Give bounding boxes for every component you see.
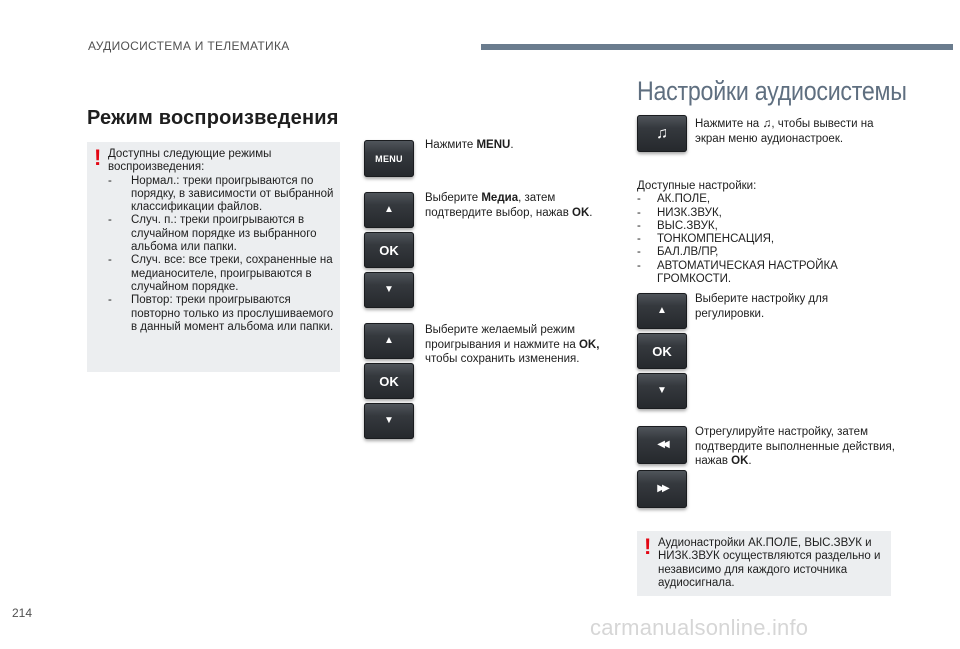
settings-list <box>637 193 887 286</box>
setting-item: - БАЛ.ЛВ/ПР, <box>637 246 887 259</box>
setting-item: - АК.ПОЛЕ, <box>637 193 887 206</box>
music-note-icon: ♫ <box>656 124 668 142</box>
ok-button-2[interactable] <box>364 363 414 399</box>
down-button[interactable] <box>364 272 414 308</box>
available-settings-intro: Доступные настройки: <box>637 180 757 192</box>
mode-repeat: - Повтор: треки проигрываются повторно только из прослушиваемого в данный момент альбома или папки. <box>108 294 336 334</box>
step-adjust-setting: Отрегулируйте настройку, затем подтвердите выполненные действия, нажав OK. <box>695 426 895 467</box>
fast-forward-icon: ▶▶ <box>657 483 667 494</box>
chapter-title: АУДИОСИСТЕМА И ТЕЛЕМАТИКА <box>88 39 290 53</box>
mode-shuffle-folder: - Случ. п.: треки проигрываются в случайном порядке из выбранного альбома или папки. <box>108 214 336 254</box>
up-button-2[interactable] <box>364 323 414 359</box>
arrow-down-icon: ▼ <box>384 415 394 426</box>
step-press-music: Нажмите на ♫, чтобы вывести на экран меню аудионастроек. <box>695 116 874 145</box>
arrow-down-icon: ▼ <box>384 284 394 295</box>
section-title-playback-mode: Режим воспроизведения <box>87 107 339 129</box>
playback-modes-list <box>108 175 336 335</box>
ok-button-3[interactable] <box>637 333 687 369</box>
audio-settings-note-text: Аудионастройки АК.ПОЛЕ, ВЫС.ЗВУК и НИЗК.ЗВУК осуществляются раздельно и независимо для каждого источника аудиосигнала. <box>658 537 881 589</box>
menu-button[interactable] <box>364 140 414 177</box>
ok-button[interactable] <box>364 232 414 268</box>
mode-normal: - Нормал.: треки проигрываются по порядку, в зависимости от выбранной классификации файлов. <box>108 175 336 215</box>
available-settings <box>637 180 887 286</box>
music-note-icon: ♫ <box>762 116 772 130</box>
section-title-audio-settings: Настройки аудиосистемы <box>637 76 907 106</box>
chapter-bar <box>481 44 953 50</box>
step-select-setting: Выберите настройку для регулировки. <box>695 293 829 320</box>
step-select-mode: Выберите желаемый режим проигрывания и нажмите на OK, чтобы сохранить изменения. <box>425 324 600 365</box>
down-button-2[interactable] <box>364 403 414 439</box>
watermark: carmanualsonline.info <box>590 615 809 640</box>
setting-item: - НИЗК.ЗВУК, <box>637 207 887 220</box>
down-button-3[interactable] <box>637 373 687 409</box>
arrow-down-icon: ▼ <box>657 385 667 396</box>
playback-modes-text <box>108 148 336 334</box>
music-button[interactable] <box>637 115 687 152</box>
setting-item: - ВЫС.ЗВУК, <box>637 220 887 233</box>
forward-button[interactable] <box>637 470 687 508</box>
arrow-up-icon: ▲ <box>657 305 667 316</box>
setting-item: - АВТОМАТИЧЕСКАЯ НАСТРОЙКА ГРОМКОСТИ. <box>637 260 887 287</box>
arrow-up-icon: ▲ <box>384 204 394 215</box>
up-button[interactable] <box>364 192 414 228</box>
rewind-button[interactable] <box>637 426 687 464</box>
arrow-up-icon: ▲ <box>384 335 394 346</box>
page-number: 214 <box>12 606 33 620</box>
step-select-media: Выберите Медиа, затем подтвердите выбор, нажав OK. <box>425 192 593 219</box>
step-press-menu: Нажмите MENU. <box>425 139 514 151</box>
warning-icon: ! <box>644 534 652 559</box>
ok-button-label: OK <box>379 373 399 389</box>
menu-button-label: MENU <box>375 153 403 164</box>
mode-shuffle-all: - Случ. все: все треки, сохраненные на медианосителе, проигрываются в случайном порядке. <box>108 254 336 294</box>
warning-icon: ! <box>94 145 102 170</box>
setting-item: - ТОНКОМПЕНСАЦИЯ, <box>637 233 887 246</box>
ok-button-label: OK <box>652 343 672 359</box>
rewind-icon: ◀◀ <box>657 439 667 450</box>
playback-modes-intro: Доступны следующие режимы воспроизведения: <box>108 148 272 174</box>
up-button-3[interactable] <box>637 293 687 329</box>
ok-button-label: OK <box>379 242 399 258</box>
